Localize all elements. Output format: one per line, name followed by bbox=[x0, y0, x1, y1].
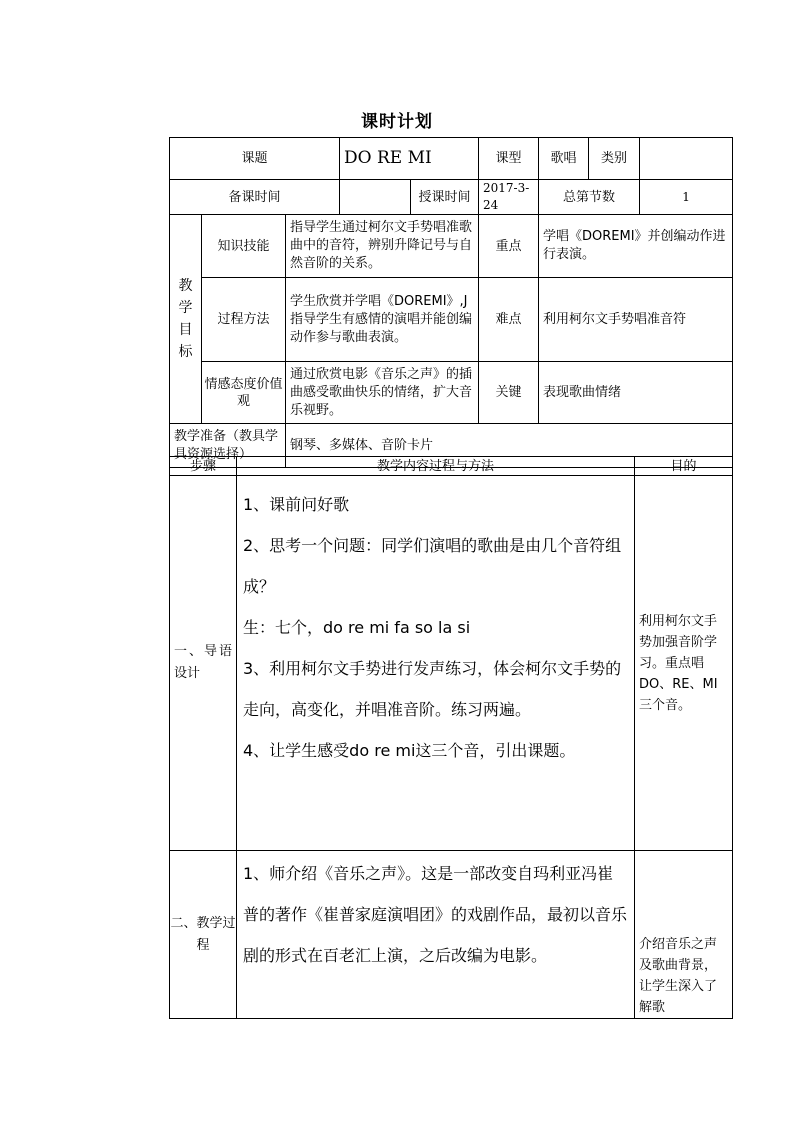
objective-label: 过程方法 bbox=[202, 278, 286, 362]
content-header: 教学内容过程与方法 bbox=[237, 457, 635, 476]
type-label: 课型 bbox=[479, 138, 539, 180]
category-value bbox=[640, 138, 733, 180]
type-value: 歌唱 bbox=[539, 138, 589, 180]
teach-time-label: 授课时间 bbox=[411, 180, 479, 215]
content-paragraph: 1、课前问好歌 bbox=[243, 495, 350, 514]
content-paragraph: 1、师介绍《音乐之声》。这是一部改变自玛利亚冯崔普的著作《崔普家庭演唱团》的戏剧作品，最初以音乐剧的形式在百老汇上演，之后改编为电影。 bbox=[243, 864, 628, 965]
total-lesson-value: 1 bbox=[640, 180, 733, 215]
step-content bbox=[237, 476, 635, 851]
objective-key-label: 难点 bbox=[479, 278, 539, 362]
objective-label: 知识技能 bbox=[202, 215, 286, 278]
objective-key-label: 关键 bbox=[479, 362, 539, 424]
content-paragraph: 4、让学生感受do re mi这三个音，引出课题。 bbox=[243, 741, 576, 760]
prep-time-value bbox=[340, 180, 411, 215]
preparation-value: 钢琴、多媒体、音阶卡片 bbox=[286, 424, 733, 468]
step-purpose: 介绍音乐之声及歌曲背景，让学生深入了解歌 bbox=[635, 851, 733, 1019]
lesson-info-table bbox=[169, 137, 733, 468]
process-table bbox=[169, 456, 733, 1019]
step-header: 步骤 bbox=[170, 457, 237, 476]
objective-label: 情感态度价值观 bbox=[202, 362, 286, 424]
step-label: 二、教学过程 bbox=[170, 851, 237, 1019]
objective-content: 指导学生通过柯尔文手势唱准歌曲中的音符，辨别升降记号与自然音阶的关系。 bbox=[286, 215, 479, 278]
objective-key-value: 学唱《DOREMI》并创编动作进行表演。 bbox=[539, 215, 733, 278]
step-purpose: 利用柯尔文手势加强音阶学习。重点唱DO、RE、MI三个音。 bbox=[635, 476, 733, 851]
objective-content: 通过欣赏电影《音乐之声》的插曲感受歌曲快乐的情绪，扩大音乐视野。 bbox=[286, 362, 479, 424]
purpose-header: 目的 bbox=[635, 457, 733, 476]
total-lesson-label: 总第节数 bbox=[539, 180, 640, 215]
objectives-label: 教 学 目 标 bbox=[170, 215, 202, 424]
objective-key-label: 重点 bbox=[479, 215, 539, 278]
content-paragraph: 2、思考一个问题：同学们演唱的歌曲是由几个音符组成？ bbox=[243, 536, 622, 596]
prep-time-label: 备课时间 bbox=[170, 180, 340, 215]
objective-key-value: 利用柯尔文手势唱准音符 bbox=[539, 278, 733, 362]
topic-label: 课题 bbox=[170, 138, 340, 180]
objective-content: 学生欣赏并学唱《DOREMI》,J指导学生有感情的演唱并能创编动作参与歌曲表演。 bbox=[286, 278, 479, 362]
teach-time-value: 2017-3-24 bbox=[479, 180, 539, 215]
topic-value: DO RE MI bbox=[340, 138, 479, 180]
content-paragraph: 生：七个，do re mi fa so la si bbox=[243, 618, 471, 637]
content-paragraph: 3、利用柯尔文手势进行发声练习，体会柯尔文手势的走向，高变化，并唱准音阶。练习两遍。 bbox=[243, 659, 622, 719]
preparation-label: 教学准备（教具学具资源选择） bbox=[170, 424, 286, 468]
objective-key-value: 表现歌曲情绪 bbox=[539, 362, 733, 424]
category-label: 类别 bbox=[589, 138, 640, 180]
step-content bbox=[237, 851, 635, 1019]
page-title: 课时计划 bbox=[361, 112, 433, 132]
step-label: 一、导语设计 bbox=[170, 476, 237, 851]
